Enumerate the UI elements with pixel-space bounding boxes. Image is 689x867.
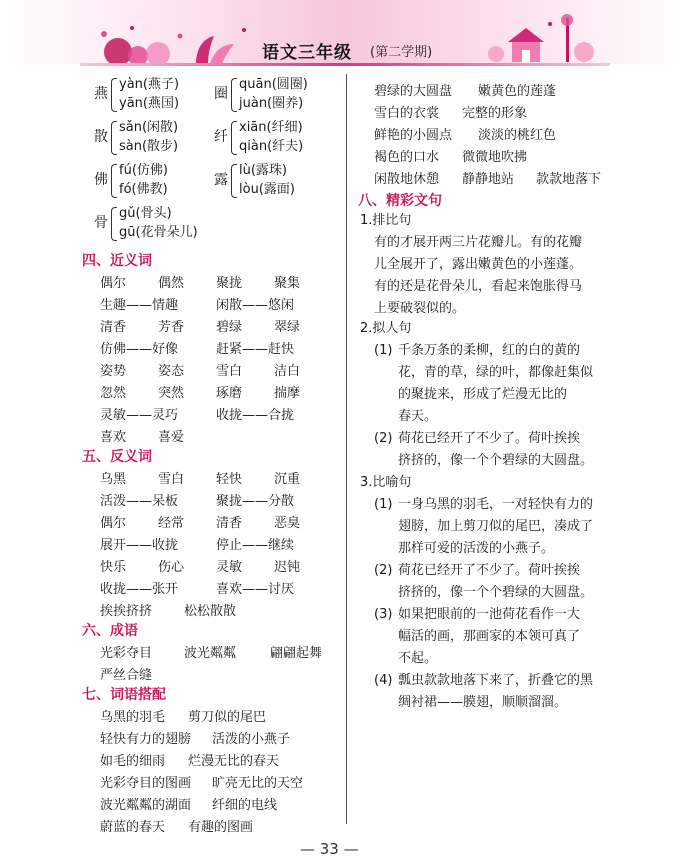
- pronunciation-char: 纤: [214, 129, 228, 145]
- reading: fú(仿佛): [119, 163, 168, 178]
- reading: xiān(纤细): [239, 120, 303, 135]
- sentence-item-number: (4): [374, 673, 393, 688]
- pronunciation-char: 燕: [94, 86, 108, 102]
- page-number: — 33 —: [300, 840, 359, 858]
- reading: lù(露珠): [239, 163, 287, 178]
- pronunciation-char: 骨: [94, 215, 108, 231]
- reading: fó(佛教): [119, 182, 168, 197]
- sentence-group-label: 3.比喻句: [360, 475, 412, 490]
- sentence-line: 幅活的画，那画家的本领可真了: [398, 629, 581, 644]
- house-decoration-icon: [488, 12, 598, 66]
- sentence-line: 翅膀，加上剪刀似的尾巴，凑成了: [398, 519, 594, 534]
- sentence-line: 千条万条的柔柳，红的白的黄的: [398, 343, 581, 358]
- reading: gū(花骨朵儿): [119, 225, 198, 240]
- sentence-line: 儿全展开了，露出嫩黄色的小莲蓬。: [374, 257, 583, 272]
- sentence-line: 那样可爱的活泼的小燕子。: [398, 541, 555, 556]
- flower-decoration-icon: [84, 18, 264, 66]
- brace-icon: [111, 207, 117, 241]
- reading: yān(燕国): [119, 96, 180, 111]
- sentence-line: 挤挤的，像一个个碧绿的大圆盘。: [398, 585, 594, 600]
- reading: qiàn(纤夫): [239, 139, 304, 154]
- sentence-item-number: (1): [374, 343, 393, 358]
- sentence-line: 的聚拢来，形成了烂漫无比的: [398, 387, 568, 402]
- brace-icon: [231, 164, 237, 198]
- sentence-line: 如果把眼前的一池荷花看作一大: [398, 607, 581, 622]
- pronunciation-char: 露: [214, 172, 228, 188]
- sentence-line: 上要破裂似的。: [374, 301, 466, 316]
- page-title: 语文三年级: [262, 43, 352, 63]
- reading: sàn(散步): [119, 139, 179, 154]
- section-title-synonyms: 四、近义词: [82, 253, 152, 269]
- sentence-line: 绸衬裙——膜翅，顺顺溜溜。: [398, 695, 568, 710]
- sentence-line: 花，青的草，绿的叶，都像赶集似: [398, 365, 594, 380]
- sentence-item-number: (1): [374, 497, 393, 512]
- sentence-line: 瓢虫款款地落下来了，折叠它的黑: [398, 673, 594, 688]
- sentence-line: 荷花已经开了不少了。荷叶挨挨: [398, 563, 581, 578]
- reading: lòu(露面): [239, 182, 295, 197]
- column-divider: [346, 74, 347, 824]
- reading: quān(圆圈): [239, 77, 308, 92]
- reading: gǔ(骨头): [119, 206, 172, 221]
- sentence-line: 不起。: [398, 651, 438, 666]
- sentence-item-number: (3): [374, 607, 393, 622]
- pronunciation-char: 佛: [94, 172, 108, 188]
- brace-icon: [111, 78, 117, 112]
- sentence-line: 春天。: [398, 409, 438, 424]
- brace-icon: [231, 121, 237, 155]
- pronunciation-char: 圈: [214, 86, 228, 102]
- sentence-line: 荷花已经开了不少了。荷叶挨挨: [398, 431, 581, 446]
- reading: yàn(燕子): [119, 77, 180, 92]
- sentence-line: 挤挤的，像一个个碧绿的大圆盘。: [398, 453, 594, 468]
- pronunciation-char: 散: [94, 129, 108, 145]
- sentence-line: 有的才展开两三片花瓣儿。有的花瓣: [374, 235, 583, 250]
- sentence-group-label: 2.拟人句: [360, 321, 412, 336]
- brace-icon: [111, 164, 117, 198]
- sentence-item-number: (2): [374, 431, 393, 446]
- section-title-sentences: 八、精彩文句: [358, 193, 442, 209]
- header-rule: [80, 63, 610, 66]
- sentence-group-label: 1.排比句: [360, 213, 412, 228]
- brace-icon: [111, 121, 117, 155]
- reading: juàn(圈养): [239, 96, 304, 111]
- sentence-line: 有的还是花骨朵儿，看起来饱胀得马: [374, 279, 583, 294]
- page-subtitle: (第二学期): [370, 45, 433, 60]
- brace-icon: [231, 78, 237, 112]
- section-title-idioms: 六、成语: [82, 623, 138, 639]
- section-title-antonyms: 五、反义词: [82, 449, 152, 465]
- section-title-collocations: 七、词语搭配: [82, 687, 166, 703]
- sentence-item-number: (2): [374, 563, 393, 578]
- reading: sǎn(闲散): [119, 120, 179, 135]
- sentence-line: 一身乌黑的羽毛，一对轻快有力的: [398, 497, 594, 512]
